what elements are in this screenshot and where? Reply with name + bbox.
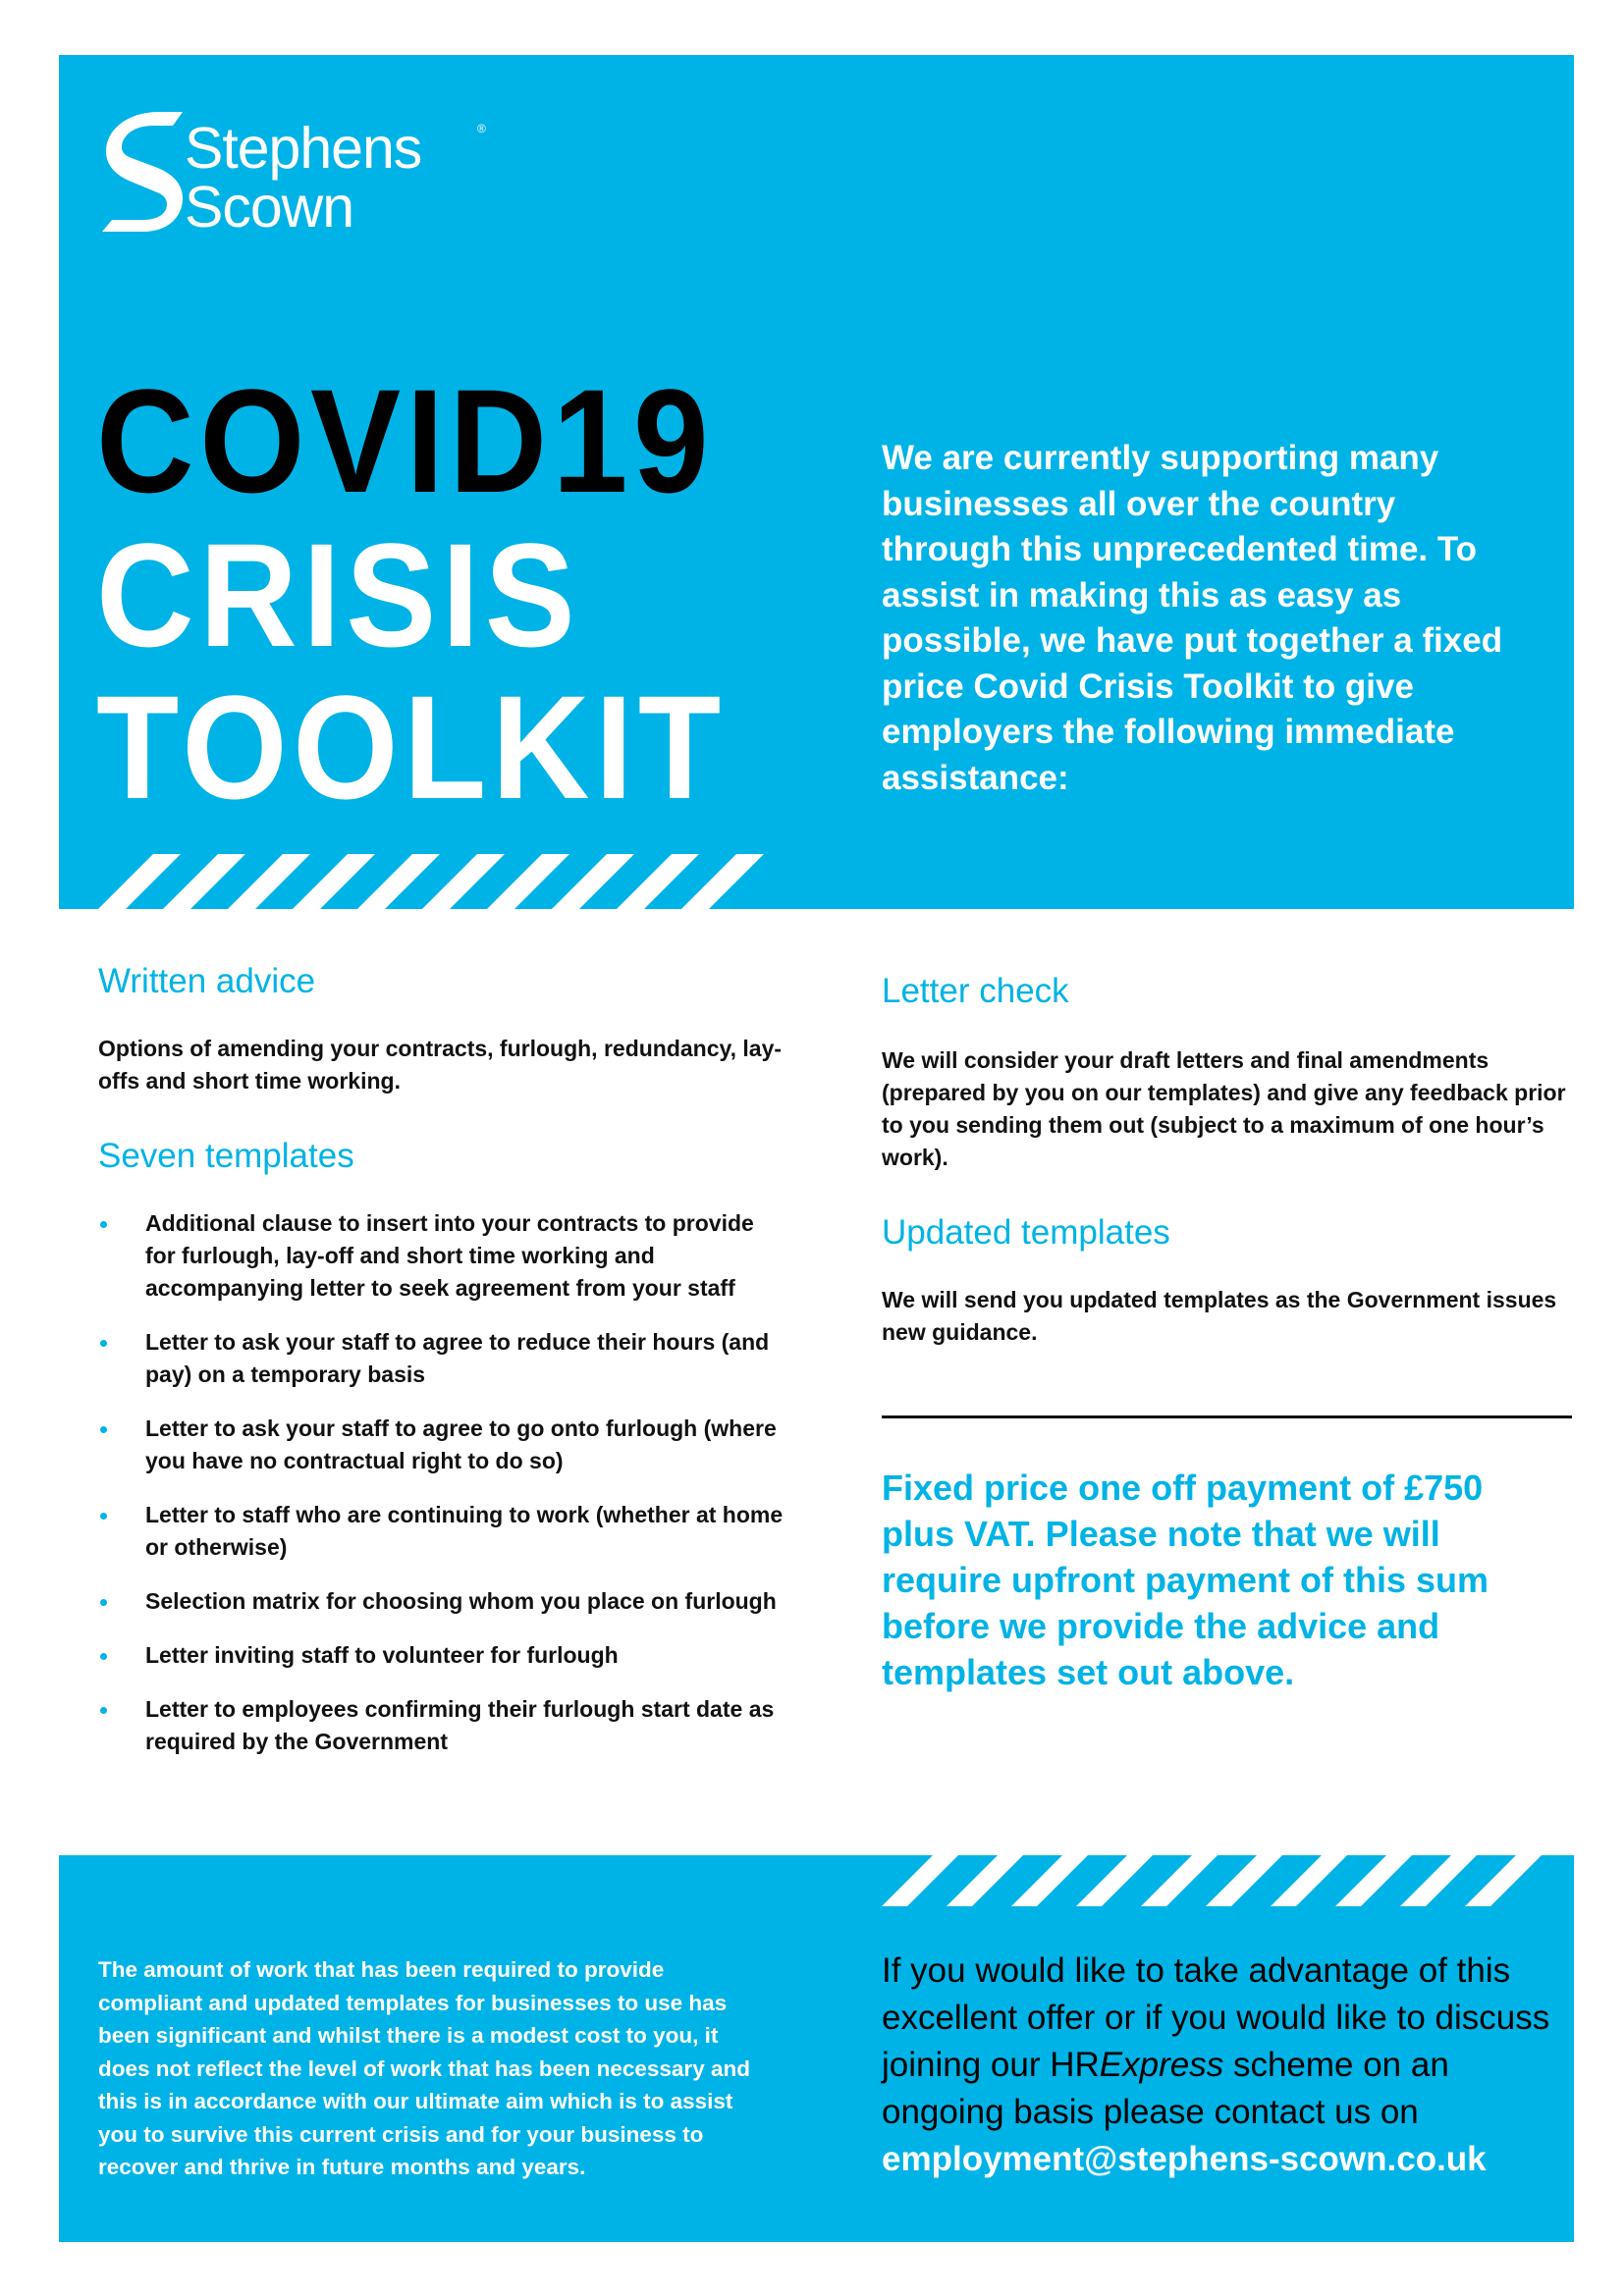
bullet-icon: [100, 1221, 107, 1228]
updated-templates-body: We will send you updated templates as the Government issues new guidance.: [882, 1287, 1557, 1345]
price-note: Fixed price one off payment of £750 plus VAT. Please note that we will require upfront payment of this sum before we provide the advice and templates set out above.: [882, 1468, 1489, 1692]
bullet-icon: [100, 1340, 107, 1347]
list-item: Letter to ask your staff to agree to go onto furlough (where you have no contractual right to do so): [98, 1413, 785, 1477]
list-item: Selection matrix for choosing whom you place on furlough: [98, 1585, 785, 1618]
title-covid19: COVID19: [96, 358, 715, 523]
bullet-icon: [100, 1707, 107, 1714]
templates-list: [98, 1207, 785, 1758]
footer-contact-text: If you would like to take advantage of this excellent offer or if you would like to discuss joining our HR: [882, 1951, 1550, 2084]
stephens-scown-logo: [98, 112, 511, 298]
contact-email-link[interactable]: employment@stephens-scown.co.uk: [882, 2140, 1487, 2178]
right-column: [882, 972, 1569, 1349]
title-toolkit: TOOLKIT: [96, 665, 727, 829]
bullet-icon: [100, 1653, 107, 1660]
footer-contact-express: Express: [1099, 2046, 1224, 2084]
intro-paragraph: We are currently supporting many businesses all over the country through this unprecedented time. To assist in making this as easy as possible, we have put together a fixed price Covid Crisis Toolkit to give employers the following immediate assistance:: [882, 439, 1503, 797]
heading-seven-templates: Seven templates: [98, 1137, 354, 1175]
list-item: Additional clause to insert into your contracts to provide for furlough, lay-off and short time working and accompanying letter to seek agreement from your staff: [98, 1207, 785, 1305]
logo-text-stephens: Stephens: [185, 116, 422, 181]
logo-text-scown: Scown: [185, 175, 354, 240]
letter-check-body: We will consider your draft letters and final amendments (prepared by you on our templates) and give any feedback prior to you sending them out (subject to a maximum of one hour’s work).: [882, 1047, 1566, 1170]
footer-disclaimer: The amount of work that has been required to provide compliant and updated templates for businesses to use has been significant and whilst there is a modest cost to you, it does not reflect the level of work that has been necessary and this is in accordance with our ultimate aim which is to assist you to survive this current crisis and for your business to recover and thrive in future months and years.: [98, 1957, 750, 2179]
list-item: Letter to ask your staff to agree to reduce their hours (and pay) on a temporary basis: [98, 1326, 785, 1391]
hazard-stripes-decoration: [98, 854, 805, 909]
written-advice-body: Options of amending your contracts, furlough, redundancy, lay-offs and short time working.: [98, 1036, 783, 1094]
list-item: Letter inviting staff to volunteer for furlough: [98, 1639, 785, 1672]
bullet-icon: [100, 1599, 107, 1606]
footer-contact: [882, 1948, 1559, 2183]
divider: [882, 1415, 1572, 1418]
list-item: Letter to employees confirming their furlough start date as required by the Government: [98, 1693, 785, 1758]
left-column: [98, 962, 785, 1758]
bullet-icon: [100, 1426, 107, 1433]
footer-banner: [59, 1855, 1574, 2242]
bullet-icon: [100, 1513, 107, 1520]
list-item: Letter to staff who are continuing to work (whether at home or otherwise): [98, 1499, 785, 1564]
registered-mark: ®: [477, 122, 486, 135]
title-crisis: CRISIS: [96, 512, 581, 677]
logo-s-mark-icon: [98, 112, 183, 232]
heading-written-advice: Written advice: [98, 962, 316, 1000]
hero-banner: [59, 55, 1574, 909]
hazard-stripes-decoration: [882, 1855, 1574, 1906]
heading-letter-check: Letter check: [882, 972, 1069, 1010]
heading-updated-templates: Updated templates: [882, 1213, 1170, 1252]
footer-contact-text-end: scheme on an ongoing basis please contact us on: [882, 2046, 1449, 2131]
